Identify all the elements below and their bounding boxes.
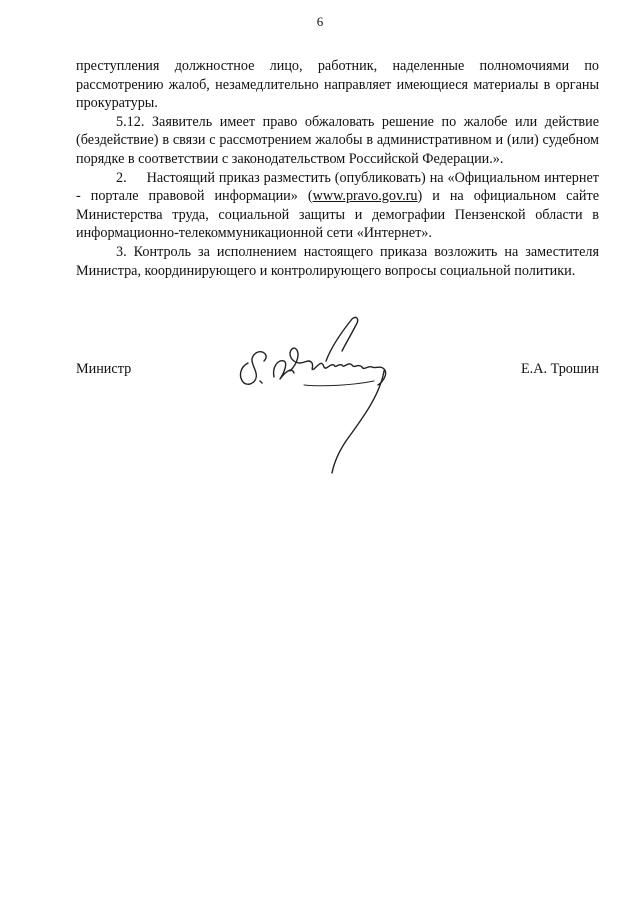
paragraph-2-publication: [76, 169, 599, 243]
handwritten-signature: [234, 315, 404, 475]
paragraph-5-12: 5.12. Заявитель имеет право обжаловать решение по жалобе или действие (бездействие) в связи с рассмотрением жалобы в административном и (или) судебном порядке в соответствии с законодательством Российской Федерации.».: [76, 113, 599, 167]
document-body: [76, 57, 599, 280]
paragraph-number: 2.: [116, 169, 127, 186]
signatory-title: Министр: [76, 361, 132, 377]
paragraph-text-after-link: ) и на официальном сайте Министерства труда, социальной защиты и демографии Пензенской области в информационно-телекоммуникационной сети «Интернет».: [76, 188, 599, 242]
paragraph-3-control: 3. Контроль за исполнением настоящего приказа возложить на заместителя Министра, координирующего и контролирующего вопросы социальной политики.: [76, 243, 599, 279]
paragraph-text-before-link: Настоящий приказ разместить (опубликовать) на «Официальном интернет - портале правовой информации» (: [76, 169, 599, 205]
signatory-name: Е.А. Трошин: [521, 361, 599, 377]
page-number: 6: [316, 14, 324, 29]
paragraph-prosecutor: преступления должностное лицо, работник, наделенные полномочиями по рассмотрению жалоб, незамедлительно направляет имеющиеся материалы в органы прокуратуры.: [76, 58, 599, 112]
pravo-gov-link[interactable]: www.pravo.gov.ru: [312, 188, 418, 205]
